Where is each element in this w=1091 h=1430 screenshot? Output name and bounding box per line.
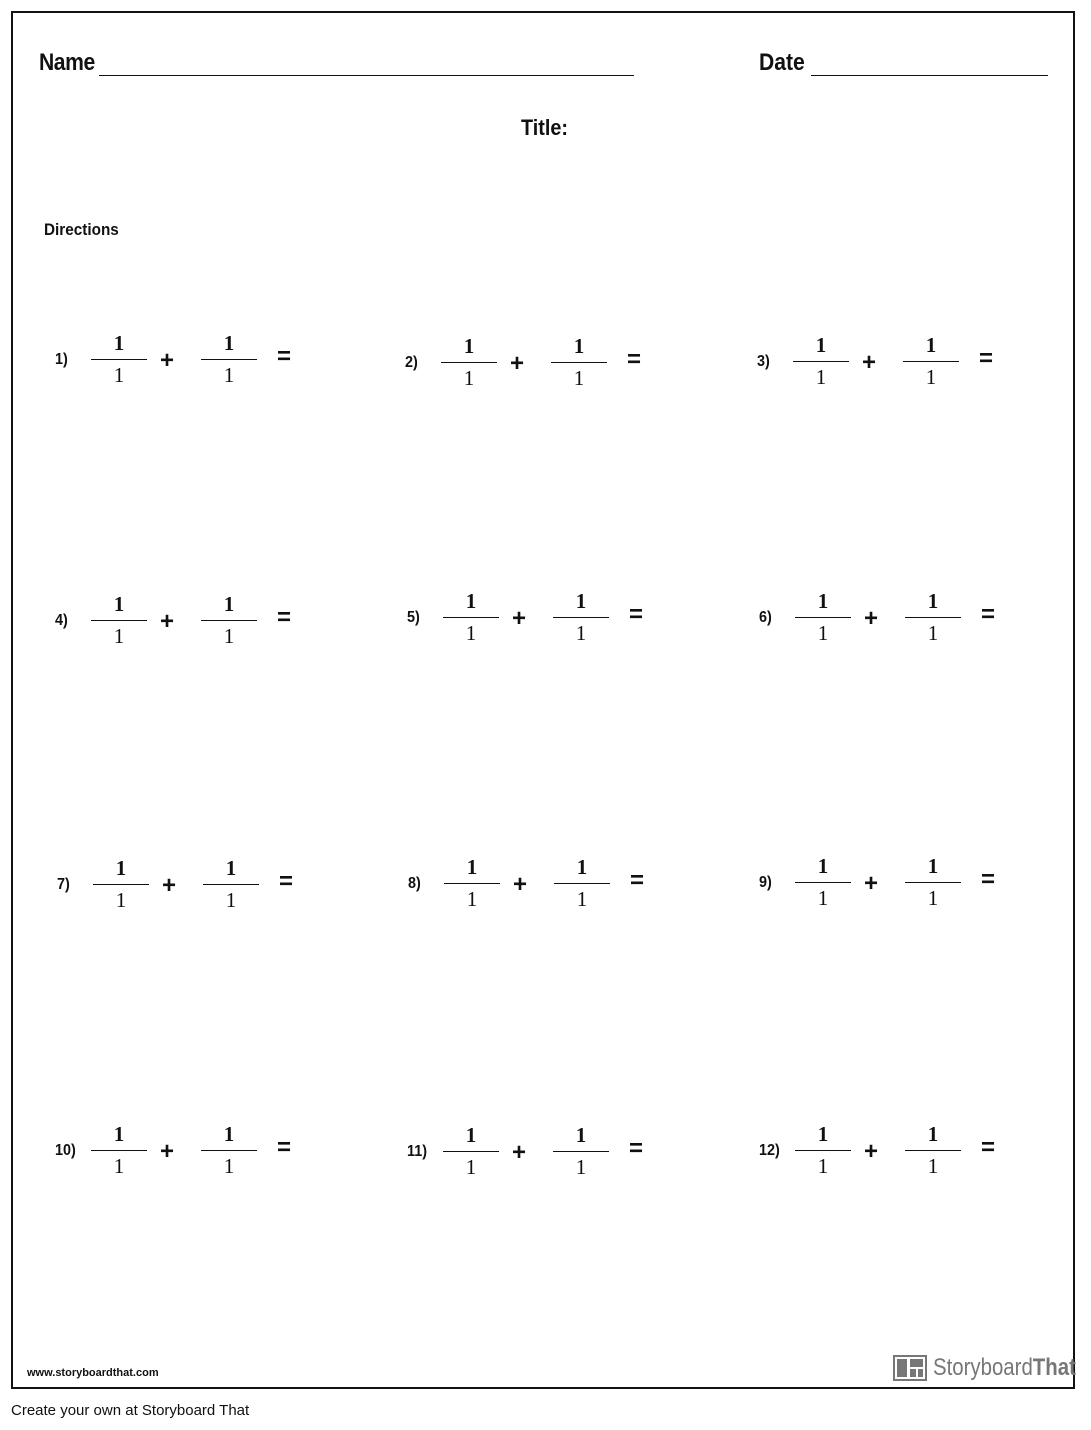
plus-sign: + — [510, 350, 525, 377]
fraction-bar — [554, 883, 610, 884]
fraction-bar — [795, 617, 851, 618]
problem — [55, 1122, 355, 1182]
problem — [407, 589, 707, 649]
problem — [405, 334, 705, 394]
equals-sign: = — [630, 867, 645, 894]
fraction-bar — [553, 617, 609, 618]
denominator: 1 — [225, 888, 237, 912]
brand-bold: That — [1032, 1354, 1076, 1381]
fraction-b — [554, 855, 610, 915]
storyboardthat-logo[interactable] — [893, 1351, 1091, 1385]
plus-sign: + — [160, 1138, 175, 1165]
problem — [407, 1123, 707, 1183]
problem-number: 11) — [407, 1143, 428, 1160]
date-line — [811, 75, 1048, 76]
fraction-b — [905, 1122, 961, 1182]
plus-sign: + — [513, 871, 528, 898]
fraction-bar — [201, 1150, 257, 1151]
fraction-bar — [91, 1150, 147, 1151]
fraction-a — [91, 331, 147, 391]
fraction-a — [443, 1123, 499, 1183]
fraction-b — [201, 592, 257, 652]
worksheet — [11, 11, 1075, 1389]
problem-number: 7) — [57, 876, 70, 893]
denominator: 1 — [817, 621, 829, 645]
denominator: 1 — [815, 365, 827, 389]
problem-number: 2) — [405, 354, 418, 371]
fraction-a — [795, 1122, 851, 1182]
equals-sign: = — [981, 866, 996, 893]
numerator: 1 — [575, 1123, 587, 1147]
numerator: 1 — [463, 334, 475, 358]
denominator: 1 — [115, 888, 127, 912]
fraction-a — [441, 334, 497, 394]
equals-sign: = — [279, 868, 294, 895]
problem — [55, 331, 355, 391]
equals-sign: = — [981, 601, 996, 628]
fraction-b — [551, 334, 607, 394]
problem-number: 9) — [759, 874, 772, 891]
problem-number: 8) — [408, 875, 421, 892]
date-label: Date — [759, 49, 805, 76]
denominator: 1 — [927, 886, 939, 910]
plus-sign: + — [160, 608, 175, 635]
fraction-bar — [441, 362, 497, 363]
numerator: 1 — [927, 589, 939, 613]
fraction-a — [91, 1122, 147, 1182]
fraction-b — [553, 1123, 609, 1183]
brand-plain: Storyboard — [933, 1354, 1033, 1381]
fraction-bar — [93, 884, 149, 885]
equals-sign: = — [629, 601, 644, 628]
fraction-bar — [91, 620, 147, 621]
denominator: 1 — [573, 366, 585, 390]
fraction-bar — [91, 359, 147, 360]
fraction-b — [553, 589, 609, 649]
denominator: 1 — [113, 363, 125, 387]
denominator: 1 — [575, 1155, 587, 1179]
denominator: 1 — [925, 365, 937, 389]
numerator: 1 — [927, 1122, 939, 1146]
plus-sign: + — [864, 1138, 879, 1165]
equals-sign: = — [627, 346, 642, 373]
fraction-bar — [203, 884, 259, 885]
plus-sign: + — [864, 870, 879, 897]
fraction-bar — [905, 617, 961, 618]
fraction-b — [201, 1122, 257, 1182]
denominator: 1 — [113, 1154, 125, 1178]
numerator: 1 — [815, 333, 827, 357]
footer-url[interactable]: www.storyboardthat.com — [27, 1367, 159, 1379]
plus-sign: + — [512, 1139, 527, 1166]
fraction-b — [905, 589, 961, 649]
problem-number: 6) — [759, 609, 772, 626]
problem — [759, 589, 1059, 649]
denominator: 1 — [223, 363, 235, 387]
fraction-b — [203, 856, 259, 916]
fraction-bar — [905, 1150, 961, 1151]
fraction-a — [795, 589, 851, 649]
worksheet-title: Title: — [521, 115, 568, 140]
problem-number: 1) — [55, 351, 68, 368]
name-label: Name — [39, 49, 95, 76]
fraction-bar — [903, 361, 959, 362]
denominator: 1 — [817, 886, 829, 910]
numerator: 1 — [466, 855, 478, 879]
equals-sign: = — [981, 1134, 996, 1161]
denominator: 1 — [927, 621, 939, 645]
problem — [57, 856, 357, 916]
fraction-bar — [444, 883, 500, 884]
problem-number: 3) — [757, 353, 770, 370]
numerator: 1 — [113, 331, 125, 355]
problem — [55, 592, 355, 652]
problem-number: 5) — [407, 609, 420, 626]
plus-sign: + — [512, 605, 527, 632]
numerator: 1 — [113, 1122, 125, 1146]
numerator: 1 — [925, 333, 937, 357]
numerator: 1 — [225, 856, 237, 880]
fraction-bar — [795, 882, 851, 883]
denominator: 1 — [113, 624, 125, 648]
denominator: 1 — [575, 621, 587, 645]
fraction-bar — [443, 1151, 499, 1152]
equals-sign: = — [629, 1135, 644, 1162]
fraction-b — [201, 331, 257, 391]
fraction-bar — [201, 359, 257, 360]
plus-sign: + — [160, 347, 175, 374]
denominator: 1 — [223, 624, 235, 648]
fraction-b — [905, 854, 961, 914]
equals-sign: = — [277, 343, 292, 370]
numerator: 1 — [115, 856, 127, 880]
equals-sign: = — [979, 345, 994, 372]
fraction-bar — [905, 882, 961, 883]
denominator: 1 — [463, 366, 475, 390]
numerator: 1 — [817, 1122, 829, 1146]
fraction-a — [91, 592, 147, 652]
fraction-bar — [795, 1150, 851, 1151]
plus-sign: + — [862, 349, 877, 376]
fraction-bar — [551, 362, 607, 363]
denominator: 1 — [223, 1154, 235, 1178]
denominator: 1 — [465, 1155, 477, 1179]
numerator: 1 — [817, 589, 829, 613]
name-line — [99, 75, 634, 76]
fraction-bar — [793, 361, 849, 362]
numerator: 1 — [927, 854, 939, 878]
numerator: 1 — [223, 592, 235, 616]
fraction-bar — [201, 620, 257, 621]
problem — [408, 855, 708, 915]
storyboard-logo-icon — [893, 1355, 927, 1381]
problem-number: 12) — [759, 1142, 780, 1159]
fraction-a — [93, 856, 149, 916]
numerator: 1 — [113, 592, 125, 616]
credit-link[interactable]: Create your own at Storyboard That — [11, 1402, 250, 1419]
fraction-b — [903, 333, 959, 393]
fraction-a — [443, 589, 499, 649]
fraction-a — [795, 854, 851, 914]
equals-sign: = — [277, 604, 292, 631]
numerator: 1 — [573, 334, 585, 358]
denominator: 1 — [465, 621, 477, 645]
numerator: 1 — [465, 1123, 477, 1147]
numerator: 1 — [223, 1122, 235, 1146]
denominator: 1 — [927, 1154, 939, 1178]
equals-sign: = — [277, 1134, 292, 1161]
problem-number: 4) — [55, 612, 68, 629]
problem — [757, 333, 1057, 393]
denominator: 1 — [817, 1154, 829, 1178]
fraction-a — [793, 333, 849, 393]
plus-sign: + — [162, 872, 177, 899]
denominator: 1 — [466, 887, 478, 911]
numerator: 1 — [223, 331, 235, 355]
numerator: 1 — [465, 589, 477, 613]
numerator: 1 — [575, 589, 587, 613]
numerator: 1 — [576, 855, 588, 879]
problem — [759, 1122, 1059, 1182]
fraction-bar — [443, 617, 499, 618]
problem-number: 10) — [55, 1142, 76, 1159]
problem — [759, 854, 1059, 914]
numerator: 1 — [817, 854, 829, 878]
denominator: 1 — [576, 887, 588, 911]
brand-name — [933, 1354, 1076, 1382]
plus-sign: + — [864, 605, 879, 632]
fraction-a — [444, 855, 500, 915]
fraction-bar — [553, 1151, 609, 1152]
directions-label: Directions — [44, 220, 119, 239]
